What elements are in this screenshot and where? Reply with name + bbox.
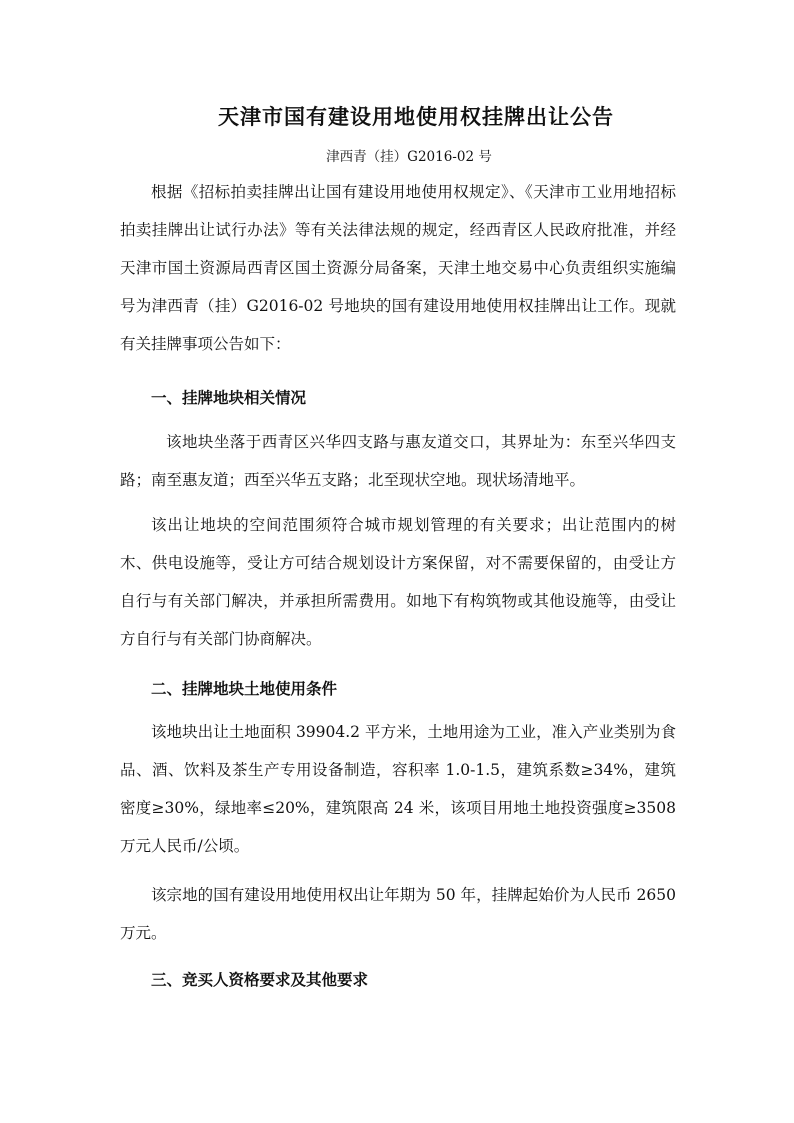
section-2-paragraph-1: 该地块出让土地面积 39904.2 平方米，土地用途为工业，准入产业类别为食品、酒、饮料及茶生产专用设备制造，容积率 1.0-1.5，建筑系数≥34%，建筑密度≥30%，绿地率≤20%，建筑限高 24 米，该项目用地土地投资强度≥3508 万元人民币/公顷。 — [120, 723, 676, 855]
section-heading-2: 二、挂牌地块土地使用条件 — [151, 679, 338, 698]
document-number: 津西青（挂）G2016-02 号 — [326, 149, 492, 165]
section-heading-3: 三、竞买人资格要求及其他要求 — [151, 970, 369, 989]
intro-paragraph: 根据《招标拍卖挂牌出让国有建设用地使用权规定》、《天津市工业用地招标拍卖挂牌出让试行办法》等有关法律法规的规定，经西青区人民政府批准，并经天津市国土资源局西青区国土资源分局备案，天津土地交易中心负责组织实施编号为津西青（挂）G2016-02 号地块的国有建设用地使用权挂牌出让工作。现就有关挂牌事项公告如下： — [120, 183, 676, 353]
document-title: 天津市国有建设用地使用权挂牌出让公告 — [218, 104, 614, 129]
section-2-paragraph-2: 该宗地的国有建设用地使用权出让年期为 50 年，挂牌起始价为人民币 2650 万元。 — [120, 886, 676, 942]
section-1-paragraph-2: 该出让地块的空间范围须符合城市规划管理的有关要求；出让范围内的树木、供电设施等，受让方可结合规划设计方案保留，对不需要保留的，由受让方自行与有关部门解决，并承担所需费用。如地下有构筑物或其他设施等，由受让方自行与有关部门协商解决。 — [120, 516, 676, 648]
section-1-paragraph-1: 该地块坐落于西青区兴华四支路与惠友道交口，其界址为：东至兴华四支路；南至惠友道；西至兴华五支路；北至现状空地。现状场清地平。 — [120, 433, 676, 489]
section-heading-1: 一、挂牌地块相关情况 — [151, 388, 307, 407]
